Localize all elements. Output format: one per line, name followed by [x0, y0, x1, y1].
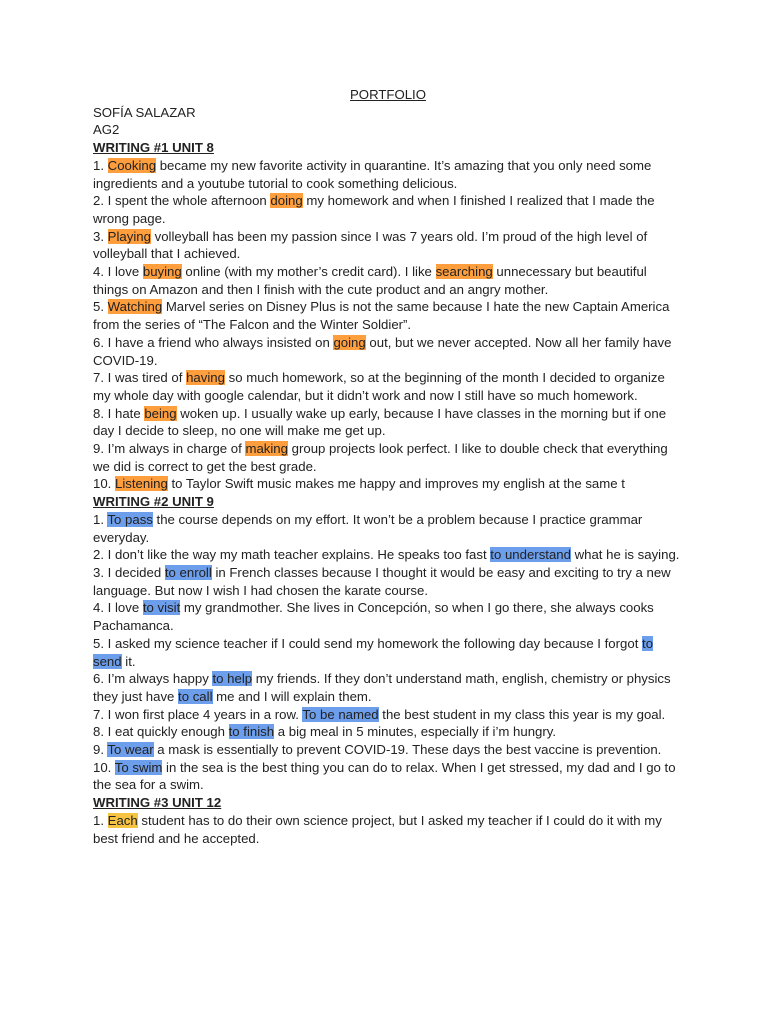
sentence-text: 4. I love	[93, 264, 143, 280]
list-item	[93, 759, 683, 794]
student-name: SOFÍA SALAZAR	[93, 104, 196, 120]
sentence-text: to Taylor Swift music makes me happy and improves my english at the same t	[167, 476, 625, 492]
highlighted-word: To pass	[107, 511, 153, 527]
sentence-text: 5.	[93, 299, 108, 315]
highlighted-word: having	[186, 370, 225, 386]
highlighted-word: Cooking	[107, 157, 157, 173]
sentence-text: out, but we never accepted. Now all her family have COVID-19.	[93, 334, 672, 368]
sentence-text: 7. I won first place 4 years in a row.	[93, 706, 303, 722]
highlighted-word: to help	[212, 671, 253, 687]
sentence-text: 3. I decided	[93, 564, 165, 580]
sentence-text: 1.	[93, 157, 108, 173]
section-heading: WRITING #2 UNIT 9	[93, 494, 214, 510]
sentence-text: volleyball has been my passion since I was 7 years old. I’m proud of the high level of volleyball that I achieved.	[93, 228, 648, 262]
section-heading: WRITING #3 UNIT 12	[93, 795, 222, 811]
list-item	[93, 511, 683, 546]
highlighted-word: Playing	[107, 228, 151, 244]
sentence-text: Marvel series on Disney Plus is not the same because I hate the new Captain America from the series of “The Falcon and the Winter Soldier”.	[93, 299, 670, 333]
sentence-text: the best student in my class this year is my goal.	[378, 706, 666, 722]
list-item	[93, 670, 683, 705]
highlighted-word: being	[144, 405, 177, 421]
sentence-text: 4. I love	[93, 600, 143, 616]
highlighted-word: to understand	[490, 547, 571, 563]
sentence-text: 1.	[93, 511, 108, 527]
sentence-text: 3.	[93, 228, 108, 244]
section-heading: WRITING #1 UNIT 8	[93, 140, 214, 156]
sentence-text: what he is saying.	[570, 547, 680, 563]
list-item	[93, 192, 683, 227]
sentence-text: 1.	[93, 812, 108, 828]
list-item	[93, 599, 683, 634]
highlighted-word: searching	[435, 264, 493, 280]
sentence-text: unnecessary but beautiful things on Amazon and then I finish with the cute product and an angry mother.	[93, 264, 647, 297]
sentence-text: my homework and when I finished I realized that I made the wrong page.	[93, 193, 655, 226]
sentence-text: became my new favorite activity in quarantine. It’s amazing that you only need some ingredients and a youtube tutorial to cook something delicious.	[93, 157, 652, 191]
highlighted-word: Watching	[107, 299, 163, 315]
list-item	[93, 157, 683, 192]
highlighted-word: To swim	[114, 759, 163, 775]
sentence-text: so much homework, so at the beginning of the month I decided to organize my whole day with google calendar, but it didn’t work and now I still have so much homework.	[93, 370, 665, 403]
list-item	[93, 546, 683, 564]
highlighted-word: to visit	[142, 600, 181, 616]
list-item	[93, 475, 683, 493]
highlighted-word: doing	[270, 193, 303, 209]
sentence-text: 10.	[93, 759, 115, 775]
sentence-text: 6. I have a friend who always insisted on	[93, 334, 334, 350]
list-item	[93, 228, 683, 263]
list-item	[93, 298, 683, 333]
highlighted-word: to call	[178, 688, 213, 704]
sentence-text: the course depends on my effort. It won’t be a problem because I practice grammar everyday.	[93, 511, 643, 545]
writing-sections	[93, 139, 683, 847]
sentence-text: 9.	[93, 742, 108, 758]
list-item	[93, 635, 683, 670]
sentence-text: 2. I spent the whole afternoon	[93, 193, 271, 209]
sentence-text: a mask is essentially to prevent COVID-19. These days the best vaccine is prevention.	[153, 742, 662, 758]
sentence-text: online (with my mother’s credit card). I like	[181, 264, 436, 280]
list-item	[93, 812, 683, 847]
highlighted-word: buying	[142, 264, 182, 280]
list-item	[93, 405, 683, 440]
highlighted-word: making	[245, 441, 288, 457]
sentence-text: woken up. I usually wake up early, because I have classes in the morning but if one day I decide to sleep, no one will make me get up.	[93, 405, 667, 439]
sentence-text: in the sea is the best thing you can do to relax. When I get stressed, my dad and I go to the sea for a swim.	[93, 759, 676, 793]
sentence-text: my grandmother. She lives in Concepción, so when I go there, she always cooks Pachamanca.	[93, 600, 654, 634]
sentence-text: 2. I don’t like the way my math teacher explains. He speaks too fast	[93, 547, 491, 563]
sentence-text: 8. I hate	[93, 405, 145, 421]
list-item	[93, 440, 683, 475]
list-item	[93, 741, 683, 759]
list-item	[93, 334, 683, 369]
sentence-text: a big meal in 5 minutes, especially if i’m hungry.	[274, 724, 557, 740]
highlighted-word: to enroll	[164, 564, 212, 580]
group-label: AG2	[93, 122, 120, 138]
sentence-text: it.	[121, 653, 136, 669]
sentence-text: 6. I’m always happy	[93, 671, 213, 687]
list-item	[93, 706, 683, 724]
sentence-text: 5. I asked my science teacher if I could send my homework the following day because I forgot	[93, 635, 643, 651]
sentence-text: in French classes because I thought it would be easy and exciting to try a new language. But now I wish I had chosen the karate course.	[93, 564, 671, 598]
document-title: PORTFOLIO	[350, 87, 426, 102]
highlighted-word: To wear	[107, 742, 154, 758]
sentence-text: student has to do their own science project, but I asked my teacher if I could do it with my best friend and he accepted.	[93, 812, 662, 846]
sentence-text: 9. I’m always in charge of	[93, 441, 246, 457]
sentence-text: my friends. If they don’t understand math, english, chemistry or physics they just have	[93, 671, 671, 704]
sentence-text: 10.	[93, 476, 115, 492]
list-item	[93, 263, 683, 298]
highlighted-word: to send	[93, 635, 654, 669]
sentence-text: 7. I was tired of	[93, 370, 187, 386]
highlighted-word: to finish	[228, 724, 275, 740]
highlighted-word: Each	[107, 812, 138, 828]
sentence-text: group projects look perfect. I like to double check that everything we did is correct to get the best grade.	[93, 441, 668, 474]
sentence-text: me and I will explain them.	[212, 688, 372, 704]
highlighted-word: going	[333, 334, 366, 350]
list-item	[93, 369, 683, 404]
list-item	[93, 723, 683, 741]
sentence-text: 8. I eat quickly enough	[93, 724, 229, 740]
list-item	[93, 564, 683, 599]
highlighted-word: Listening	[115, 476, 168, 492]
highlighted-word: To be named	[302, 706, 379, 722]
document-page	[93, 86, 683, 847]
